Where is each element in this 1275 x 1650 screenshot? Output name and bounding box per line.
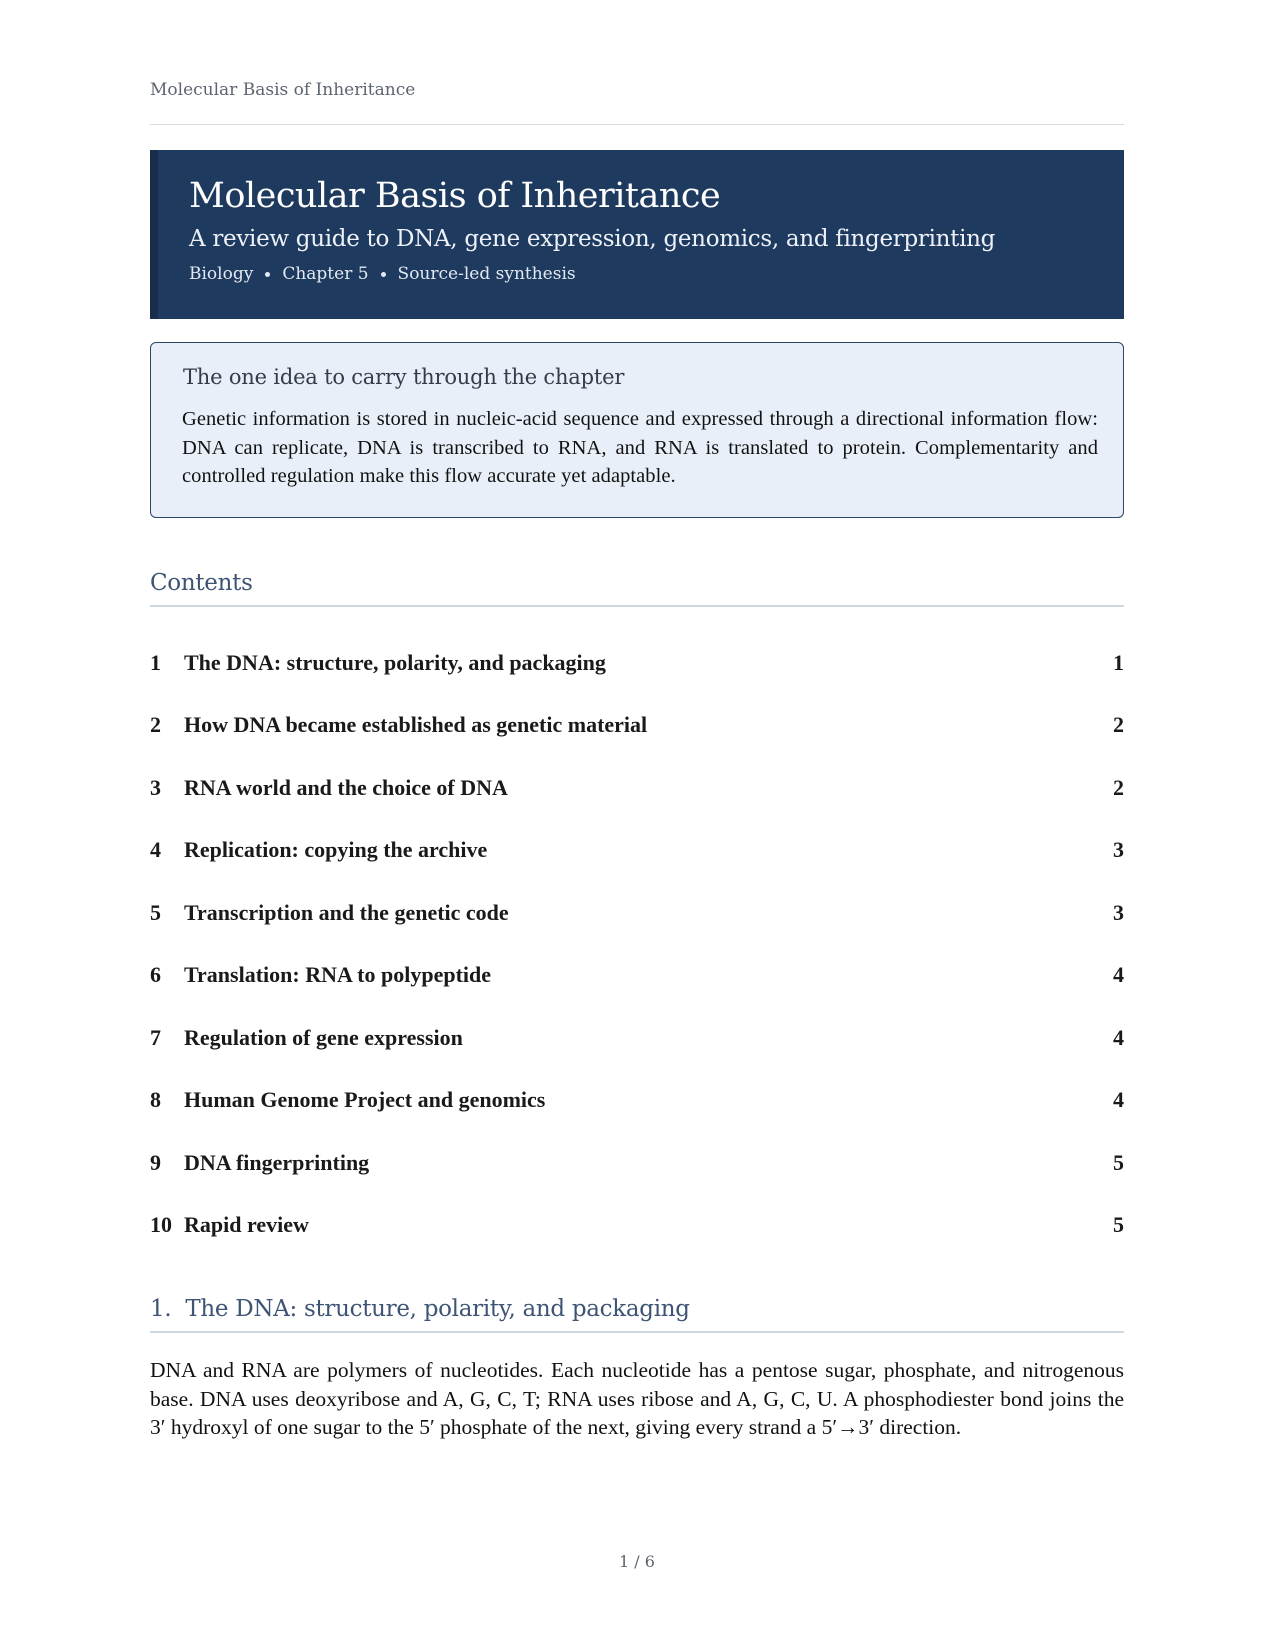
toc-title: How DNA became established as genetic material [184,712,648,737]
toc-page-number: 1 [1113,650,1124,675]
toc-number: 2 [150,712,161,737]
contents-divider [150,605,1124,607]
toc-entry[interactable] [150,900,1124,932]
section-divider [150,1331,1124,1333]
toc-title: Human Genome Project and genomics [184,1087,546,1112]
document-meta [189,264,576,284]
meta-chapter: Chapter 5 [282,264,369,284]
toc-number: 7 [150,1025,161,1050]
key-idea-heading: The one idea to carry through the chapter [183,365,625,389]
toc-title: Translation: RNA to polypeptide [184,962,492,987]
toc-title: Transcription and the genetic code [184,900,509,925]
header-divider [150,124,1124,125]
running-head: Molecular Basis of Inheritance [150,80,416,100]
key-idea-text: Genetic information is stored in nucleic-acid sequence and expressed through a directional information flow: DNA can replicate, DNA is transcribed to RNA, and RNA is translated to protein. Complementarity and controlled regulation make this flow accurate yet adaptable. [182,408,1098,487]
toc-page-number: 4 [1113,962,1124,987]
toc-entry[interactable] [150,1025,1124,1057]
toc-entry[interactable] [150,712,1124,744]
document-subtitle: A review guide to DNA, gene expression, genomics, and fingerprinting [189,226,996,252]
document-title: Molecular Basis of Inheritance [189,176,721,216]
toc-number: 3 [150,775,161,800]
bullet-separator-icon [265,272,270,277]
toc-title: Regulation of gene expression [184,1025,463,1050]
toc-page-number: 3 [1113,900,1124,925]
toc-page-number: 2 [1113,775,1124,800]
toc-number: 5 [150,900,161,925]
toc-title: DNA fingerprinting [184,1150,370,1175]
toc-entry[interactable] [150,1150,1124,1182]
meta-subject: Biology [189,264,254,284]
title-banner [150,150,1124,319]
toc-page-number: 4 [1113,1087,1124,1112]
toc-entry[interactable] [150,650,1124,682]
toc-entry[interactable] [150,962,1124,994]
section-heading [150,1296,690,1322]
toc-title: Replication: copying the archive [184,837,488,862]
section-paragraph: DNA and RNA are polymers of nucleotides. Each nucleotide has a pentose sugar, phosphate, and nitrogenous base. DNA uses deoxyribose and A, G, C, T; RNA uses ribose and A, G, C, U. A phosphodiester bond joins the 3′ hydroxyl of one sugar to the 5′ phosphate of the next, giving every strand a 5′→3′ direction. [150,1358,1124,1439]
key-idea-box [150,342,1124,518]
contents-heading: Contents [150,570,253,596]
toc-number: 1 [150,650,161,675]
toc-number: 9 [150,1150,161,1175]
toc-page-number: 3 [1113,837,1124,862]
toc-entry[interactable] [150,775,1124,807]
toc-page-number: 2 [1113,712,1124,737]
document-page [150,0,1124,1650]
toc-entry[interactable] [150,837,1124,869]
toc-page-number: 4 [1113,1025,1124,1050]
toc-page-number: 5 [1113,1150,1124,1175]
toc-title: The DNA: structure, polarity, and packaging [184,650,606,675]
section-title: The DNA: structure, polarity, and packaging [185,1296,690,1322]
toc-number: 8 [150,1087,161,1112]
section-number: 1. [150,1296,172,1322]
meta-source: Source-led synthesis [397,264,576,284]
toc-page-number: 5 [1113,1212,1124,1237]
bullet-separator-icon [381,272,386,277]
toc-number: 4 [150,837,161,862]
page-number: 1 / 6 [619,1552,655,1571]
toc-title: RNA world and the choice of DNA [184,775,508,800]
toc-entry[interactable] [150,1087,1124,1119]
toc-number: 10 [150,1212,172,1237]
toc-entry[interactable] [150,1212,1124,1244]
toc-number: 6 [150,962,161,987]
toc-title: Rapid review [184,1212,309,1237]
